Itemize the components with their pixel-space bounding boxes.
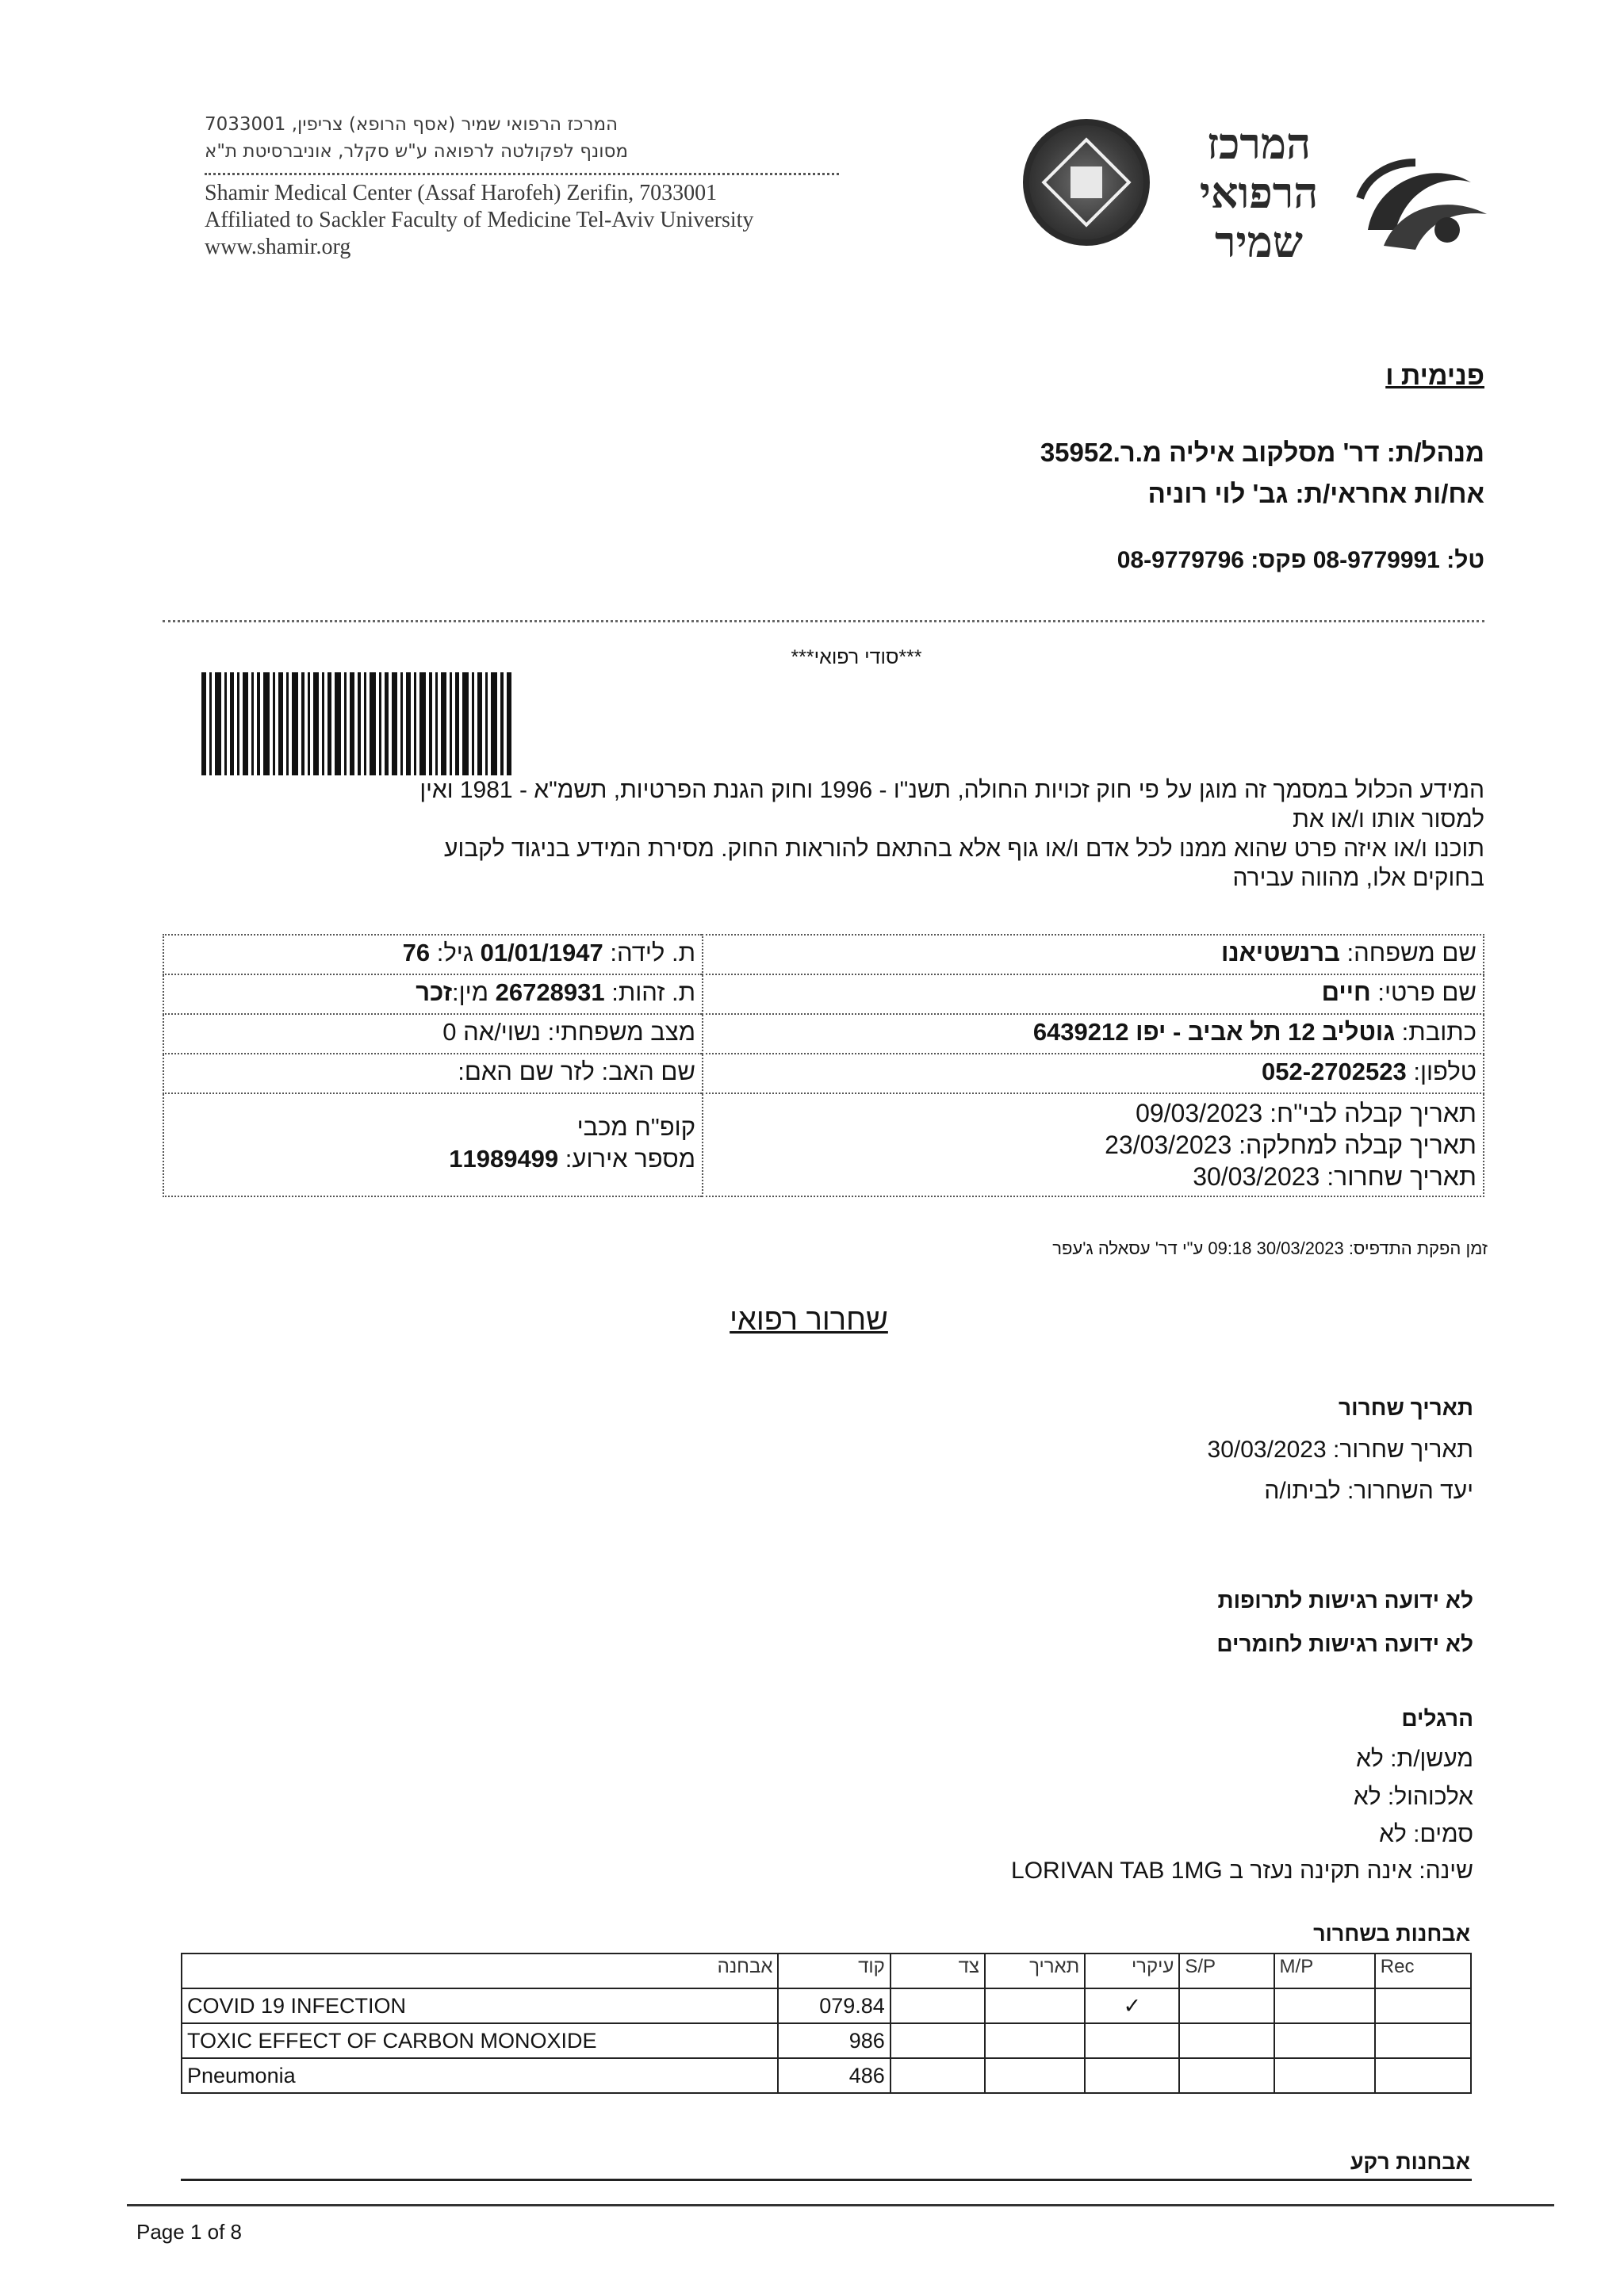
diagnosis-code: 986 [778,2023,890,2058]
id-value: 26728931 [495,978,605,1006]
diagnosis-rec [1375,2058,1471,2093]
privacy-notice [159,775,1484,893]
diagnosis-date [985,2058,1085,2093]
header-side: צד [891,1954,985,1988]
header-rec: Rec [1375,1954,1471,1988]
diagnosis-mp [1274,2023,1375,2058]
age-label: גיל: [436,939,473,966]
first-name-value: חיים [1321,978,1371,1006]
footer-divider [127,2204,1554,2206]
phone-label: טלפון: [1413,1058,1477,1085]
diagnosis-mp [1274,2058,1375,2093]
logo-line3: שמיר [1215,216,1303,267]
last-name-value: ברנשטיאנו [1220,939,1340,966]
last-name-label: שם משפחה: [1346,939,1477,966]
hospital-logo-text [1189,119,1328,266]
diagnosis-mp [1274,1988,1375,2023]
department-manager: מנהל/ת: דר' מסלקוב איליה מ.ר.35952 [1040,438,1484,467]
habit-smoking: מעשן/ת: לא [1356,1746,1473,1772]
phone-value: 052-2702523 [1261,1058,1407,1085]
discharge-date: תאריך שחרור: 30/03/2023 [1193,1162,1477,1191]
marital-cell [163,1014,703,1054]
print-time: זמן הפקת התדפיס: 30/03/2023 09:18 ע"י דר' עסאלה ג'עפר [1052,1238,1488,1258]
header-mp: M/P [1274,1954,1375,1988]
address-label: כתובת: [1401,1018,1477,1046]
barcode-icon [200,672,517,775]
table-row [182,1988,1471,2023]
address-value: גוטליב 12 תל אביב - יפו 6439212 [1032,1018,1396,1046]
diagnosis-sp [1179,1988,1274,2023]
parents-value: שם האב: לזר שם האם: [458,1058,695,1085]
habit-drugs: סמים: לא [1379,1821,1473,1847]
diagnosis-rec [1375,2023,1471,2058]
first-name-cell [703,974,1484,1014]
header-date: תאריך [985,1954,1085,1988]
diagnosis-code: 079.84 [778,1988,890,2023]
letterhead-english-line2: Affiliated to Sackler Faculty of Medicine Tel-Aviv University [205,208,754,232]
sex-label: מין: [452,978,489,1006]
table-row [182,2058,1471,2093]
habits-heading: הרגלים [1401,1706,1473,1731]
hmo-cell [163,1093,703,1196]
habit-sleep-text: שינה: אינה תקינה נעזר ב [1229,1858,1473,1884]
hospital-admission-date: תאריך קבלה לבי"ח: 09/03/2023 [1136,1099,1477,1127]
diagnosis-name: Pneumonia [182,2058,778,2093]
diagnosis-date [985,1988,1085,2023]
head-nurse: אח/ות אחראי/ת: גב' לוי רוניה [1147,479,1484,508]
id-label: ת. זהות: [611,978,695,1006]
letterhead-divider [205,173,839,175]
last-name-cell [703,935,1484,974]
address-cell [703,1014,1484,1054]
header-sp: S/P [1179,1954,1274,1988]
discharge-date-heading: תאריך שחרור [1339,1395,1473,1420]
document-title: שחרור רפואי [730,1303,888,1337]
diagnosis-name: TOXIC EFFECT OF CARBON MONOXIDE [182,2023,778,2058]
habit-sleep [1011,1858,1473,1885]
marital-value: נשוי/אה 0 [442,1018,541,1046]
id-cell [163,974,703,1014]
hmo-value: קופ"ח מכבי [576,1113,695,1141]
section-divider [163,620,1484,622]
diagnoses-table [181,1953,1472,2094]
hospital-seal-icon [1023,119,1150,246]
dates-cell [703,1093,1484,1196]
notice-line3: תוכנו ו/או איזה פרט שהוא ממנו לכל אדם ו/או גוף אלא בהתאם להוראות החוק. מסירת המידע בניגוד לקבוע [443,836,1484,862]
diagnosis-side [891,2058,985,2093]
diagnosis-sp [1179,2023,1274,2058]
diagnosis-side [891,2023,985,2058]
birth-date-value: 01/01/1947 [480,939,603,966]
habit-sleep-medication: LORIVAN TAB 1MG [1011,1858,1223,1884]
phone-cell [703,1054,1484,1093]
age-value: 76 [402,939,431,966]
department-name: פנימית ו [1385,361,1484,391]
notice-line1: המידע הכלול במסמך זה מוגן על פי חוק זכויות החולה, תשנ"ו - 1996 וחוק הגנת הפרטיות, תשמ"א - 1981 ואין [419,777,1484,803]
diagnosis-sp [1179,2058,1274,2093]
discharge-destination: יעד השחרור: לביתו/ה [1264,1478,1473,1504]
page-number: Page 1 of 8 [136,2220,242,2244]
patient-details-table [163,934,1484,1197]
confidential-label: ***סודי רפואי*** [791,646,922,668]
material-allergy: לא ידועה רגישות לחומרים [1216,1632,1473,1656]
table-row [182,2023,1471,2058]
letterhead-hebrew-line1: המרכז הרפואי שמיר (אסף הרופא) צריפין, 7033001 [205,114,619,135]
first-name-label: שם פרטי: [1377,978,1477,1006]
hospital-logo-icon [1352,151,1495,262]
diagnosis-rec [1375,1988,1471,2023]
header-code: קוד [778,1954,890,1988]
letterhead-hebrew-line2: מסונף לפקולטה לרפואה ע"ש סקלר, אוניברסיטת ת"א [205,141,629,162]
birth-cell [163,935,703,974]
background-diagnoses-divider [181,2179,1472,2181]
event-number-label: מספר אירוע: [565,1145,695,1173]
event-number-value: 11989499 [449,1145,559,1173]
diagnosis-main-check-icon: ✓ [1085,1988,1179,2023]
diagnosis-name: COVID 19 INFECTION [182,1988,778,2023]
logo-line1: המרכז [1206,118,1312,169]
logo-line2: הרפואי [1199,167,1319,218]
letterhead-website: www.shamir.org [205,235,351,259]
header-diagnosis: אבחנה [182,1954,778,1988]
diagnosis-side [891,1988,985,2023]
drug-allergy: לא ידועה רגישות לתרופות [1217,1588,1473,1613]
background-diagnoses-title: אבחנות רקע [1350,2150,1470,2174]
header-main: עיקרי [1085,1954,1179,1988]
letterhead-english-line1: Shamir Medical Center (Assaf Harofeh) Zerifin, 7033001 [205,181,718,205]
sex-value: זכר [416,978,453,1006]
diagnosis-main [1085,2058,1179,2093]
habit-alcohol: אלכוהול: לא [1353,1784,1473,1810]
discharge-diagnoses-title: אבחנות בשחרור [1313,1922,1470,1946]
birth-date-label: ת. לידה: [610,939,695,966]
diagnosis-main [1085,2023,1179,2058]
department-phone: טל: 08-9779991 פקס: 08-9779796 [1116,547,1484,573]
diagnosis-date [985,2023,1085,2058]
diagnoses-header-row [182,1954,1471,1988]
notice-line2: למסור אותו ו/או את [1293,806,1484,832]
parents-cell [163,1054,703,1093]
diagnosis-code: 486 [778,2058,890,2093]
letterhead-text [205,111,855,261]
marital-label: מצב משפחתי: [547,1018,695,1046]
discharge-date-line: תאריך שחרור: 30/03/2023 [1207,1437,1473,1463]
notice-line4: בחוקים אלו, מהווה עבירה [1232,865,1484,891]
ward-admission-date: תאריך קבלה למחלקה: 23/03/2023 [1105,1131,1477,1159]
